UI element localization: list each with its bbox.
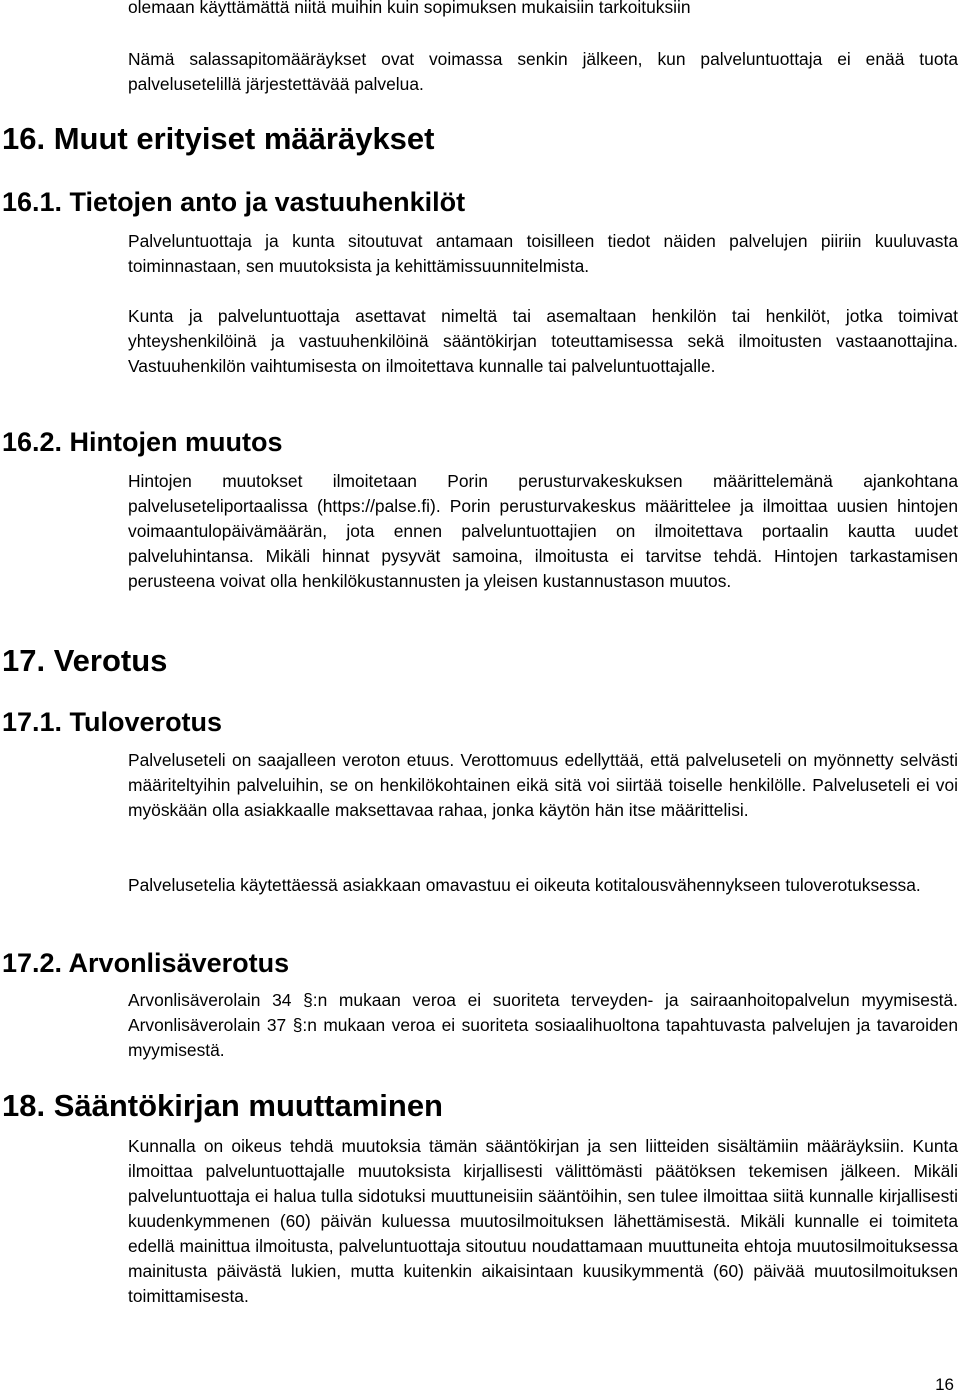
section-16-2-para-1: [128, 469, 958, 594]
paragraph: Hintojen muutokset ilmoitetaan Porin perusturvakeskuksen määrittelemänä ajankohtana palveluseteliportaalissa (https://palse.fi). Porin perusturvakeskus määrittelee ja ilmoittaa uusien hintojen voimaantulopäivämäärän, jota ennen palveluntuottajien on ilmoitettava portaalin kautta uudet palveluhintansa. Mikäli hinnat pysyvät samoina, ilmoitusta ei tarvitse tehdä. Hintojen tarkastamisen perusteena voivat olla henkilökustannusten ja yleisen kustannustason muutos.: [128, 471, 958, 591]
section-17-1-para-2: [128, 873, 958, 898]
section-18-heading: 18. Sääntökirjan muuttaminen: [2, 1088, 443, 1123]
section-16-1-para-2: [128, 304, 958, 379]
section-16-1-heading: 16.1. Tietojen anto ja vastuuhenkilöt: [2, 187, 466, 217]
section-17-2-heading: 17.2. Arvonlisäverotus: [2, 948, 290, 978]
section-16-heading: 16. Muut erityiset määräykset: [2, 121, 435, 156]
section-16-1-para-1: [128, 229, 958, 279]
intro-paragraph: [128, 47, 958, 97]
section-17-heading: 17. Verotus: [2, 643, 168, 678]
section-17-1-heading: 17.1. Tuloverotus: [2, 707, 223, 737]
intro-line-fragment: [128, 0, 958, 20]
paragraph: Nämä salassapitomääräykset ovat voimassa senkin jälkeen, kun palveluntuottaja ei enää tuota palvelusetelillä järjestettävää palvelua.: [128, 49, 958, 94]
paragraph: olemaan käyttämättä niitä muihin kuin sopimuksen mukaisiin tarkoituksiin: [128, 0, 691, 17]
page-number: 16: [935, 1375, 954, 1394]
paragraph: Kunnalla on oikeus tehdä muutoksia tämän sääntökirjan ja sen liitteiden sisältämiin määräyksiin. Kunta ilmoittaa palveluntuottajalle muutoksista kirjallisesti välittömästi päätöksen tekemisen jälkeen. Mikäli palveluntuottaja ei halua tulla sidotuksi muuttuneisiin sääntöihin, sen tulee ilmoittaa siitä kunnalle kirjallisesti kuudenkymmenen (60) päivän kuluessa muutosilmoituksen lähettämisestä. Mikäli kunnalle ei toimiteta edellä mainittua ilmoitusta, palveluntuottaja sitoutuu noudattamaan muuttuneita ehtoja muutosilmoituksessa mainitusta päivästä lukien, mutta kuitenkin aikaisintaan kuusikymmentä (60) päivää muutosilmoituksen toimittamisesta.: [128, 1136, 958, 1306]
paragraph: Palveluntuottaja ja kunta sitoutuvat antamaan toisilleen tiedot näiden palvelujen piiriin kuuluvasta toiminnastaan, sen muutoksista ja kehittämissuunnitelmista.: [128, 231, 958, 276]
paragraph: Palvelusetelia käytettäessä asiakkaan omavastuu ei oikeuta kotitalousvähennykseen tuloverotuksessa.: [128, 875, 921, 895]
section-18-para-1: [128, 1134, 958, 1309]
paragraph: Palveluseteli on saajalleen veroton etuus. Verottomuus edellyttää, että palveluseteli on myönnetty selvästi määriteltyihin palveluihin, se on henkilökohtainen eikä sitä voi siirtää toiselle henkilölle. Palveluseteli ei voi myöskään olla asiakkaalle maksettavaa rahaa, jonka käytön hän itse määrittelisi.: [128, 750, 958, 820]
section-16-2-heading: 16.2. Hintojen muutos: [2, 427, 283, 457]
paragraph: Arvonlisäverolain 34 §:n mukaan veroa ei suoriteta terveyden- ja sairaanhoitopalvelun myymisestä. Arvonlisäverolain 37 §:n mukaan veroa ei suoriteta sosiaalihuoltona tapahtuvasta palvelujen ja tavaroiden myymisestä.: [128, 990, 958, 1060]
section-17-2-para-1: [128, 988, 958, 1063]
paragraph: Kunta ja palveluntuottaja asettavat nimeltä tai asemaltaan henkilön tai henkilöt, jotka toimivat yhteyshenkilöinä ja vastuuhenkilöinä sääntökirjan toteuttamisessa sekä ilmoitusten vastaanottajina. Vastuuhenkilön vaihtumisesta on ilmoitettava kunnalle tai palveluntuottajalle.: [128, 306, 958, 376]
section-17-1-para-1: [128, 748, 958, 823]
